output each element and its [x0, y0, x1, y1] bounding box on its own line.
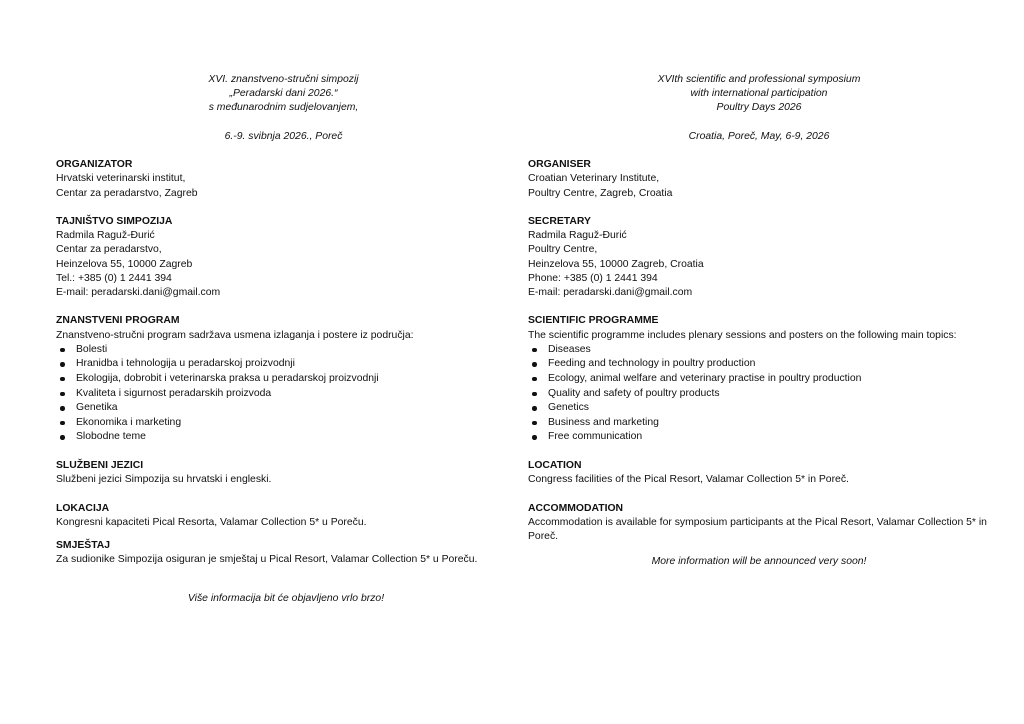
en-program-title: SCIENTIFIC PROGRAMME — [528, 315, 659, 327]
en-header-line: Croatia, Poreč, May, 6-9, 2026 — [688, 130, 830, 142]
list-item — [528, 343, 990, 358]
bullet-icon — [532, 348, 537, 353]
bullet-icon — [532, 377, 537, 382]
hr-location-section — [56, 502, 511, 530]
bullet-icon — [60, 392, 65, 397]
en-secretary-address: Heinzelova 55, 10000 Zagreb, Croatia — [528, 258, 704, 270]
en-location-section — [528, 459, 990, 487]
en-topic-label: Quality and safety of poultry products — [548, 387, 720, 399]
hr-location-title: LOKACIJA — [56, 502, 110, 514]
en-header-line — [528, 116, 990, 130]
hr-secretary-phone: Tel.: +385 (0) 1 2441 394 — [56, 272, 172, 284]
hr-closing-note: Više informacija bit će objavljeno vrlo brzo! — [187, 592, 385, 604]
en-topic-list — [528, 343, 990, 445]
list-item — [56, 416, 511, 431]
bullet-icon — [532, 435, 537, 440]
en-topic-label: Diseases — [548, 343, 591, 355]
hr-header-line: 6.-9. svibnja 2026., Poreč — [224, 130, 343, 142]
croatian-column — [56, 73, 511, 606]
hr-languages-title: SLUŽBENI JEZICI — [56, 460, 144, 472]
en-secretary-name: Radmila Raguž-Đurić — [528, 230, 627, 242]
hr-secretary-title: TAJNIŠTVO SIMPOZIJA — [56, 215, 173, 227]
hr-organizer-line: Centar za peradarstvo, Zagreb — [56, 187, 198, 199]
en-topic-label: Free communication — [548, 431, 643, 443]
hr-program-intro: Znanstveno-stručni program sadržava usmena izlaganja i postere iz područja: — [56, 329, 414, 341]
hr-organizer-line: Hrvatski veterinarski institut, — [56, 173, 186, 185]
bullet-icon — [60, 362, 65, 367]
en-secretary-title: SECRETARY — [528, 215, 591, 227]
en-header — [528, 73, 990, 144]
en-header-line: Poultry Days 2026 — [716, 102, 802, 114]
en-closing-note: More information will be announced very soon! — [651, 556, 867, 568]
hr-program-title: ZNANSTVENI PROGRAM — [56, 315, 180, 327]
bullet-icon — [532, 392, 537, 397]
list-item — [56, 357, 511, 372]
hr-topic-label: Genetika — [76, 402, 118, 414]
hr-organizer-title: ORGANIZATOR — [56, 159, 133, 171]
en-organizer-line: Croatian Veterinary Institute, — [528, 173, 660, 185]
en-organizer-section — [528, 158, 990, 201]
bullet-icon — [532, 362, 537, 367]
hr-header-line — [56, 116, 511, 130]
en-header-line: XVIth scientific and professional symposium — [657, 74, 861, 85]
en-secretary-phone: Phone: +385 (0) 1 2441 394 — [528, 272, 658, 284]
hr-header-line: XVI. znanstveno-stručni simpozij — [208, 74, 359, 85]
list-item — [56, 401, 511, 416]
bullet-icon — [532, 421, 537, 426]
en-organizer-line: Poultry Centre, Zagreb, Croatia — [528, 187, 673, 199]
list-item — [528, 430, 990, 445]
english-column — [528, 73, 990, 570]
hr-topic-label: Hranidba i tehnologija u peradarskoj proizvodnji — [76, 358, 295, 370]
list-item — [528, 357, 990, 372]
list-item — [56, 387, 511, 402]
en-secretary-email: E-mail: peradarski.dani@gmail.com — [528, 287, 693, 298]
hr-accommodation-title: SMJEŠTAJ — [56, 540, 111, 552]
hr-topic-list — [56, 343, 511, 445]
hr-languages-text: Službeni jezici Simpozija su hrvatski i engleski. — [56, 474, 272, 486]
list-item — [528, 387, 990, 402]
hr-header — [56, 73, 511, 144]
hr-topic-label: Kvaliteta i sigurnost peradarskih proizvoda — [76, 387, 272, 399]
en-secretary-institution: Poultry Centre, — [528, 244, 598, 256]
en-secretary-section — [528, 215, 990, 300]
en-accommodation-section — [528, 502, 990, 545]
hr-topic-label: Bolesti — [76, 343, 108, 355]
en-location-text: Congress facilities of the Pical Resort, Valamar Collection 5* in Poreč. — [528, 474, 849, 486]
hr-secretary-address: Heinzelova 55, 10000 Zagreb — [56, 258, 193, 270]
en-accommodation-text: Accommodation is available for symposium participants at the Pical Resort, Valamar Collection 5* in Poreč. — [528, 516, 987, 543]
list-item — [528, 401, 990, 416]
en-topic-label: Ecology, animal welfare and veterinary practise in poultry production — [548, 372, 862, 384]
hr-header-line: s međunarodnim sudjelovanjem, — [208, 102, 359, 114]
en-location-title: LOCATION — [528, 460, 582, 472]
list-item — [56, 372, 511, 387]
hr-program-section — [56, 314, 511, 445]
list-item — [56, 430, 511, 445]
hr-topic-label: Ekonomika i marketing — [76, 416, 182, 428]
hr-header-line: „Peradarski dani 2026.“ — [229, 88, 338, 100]
hr-topic-label: Slobodne teme — [76, 431, 146, 443]
hr-secretary-name: Radmila Raguž-Đurić — [56, 230, 155, 242]
hr-secretary-email: E-mail: peradarski.dani@gmail.com — [56, 287, 221, 298]
hr-secretary-institution: Centar za peradarstvo, — [56, 244, 162, 256]
hr-secretary-section — [56, 215, 511, 300]
en-accommodation-title: ACCOMMODATION — [528, 502, 624, 514]
bullet-icon — [60, 435, 65, 440]
en-organizer-title: ORGANISER — [528, 159, 591, 171]
list-item — [528, 372, 990, 387]
en-topic-label: Feeding and technology in poultry production — [548, 358, 756, 370]
en-topic-label: Genetics — [548, 402, 590, 414]
hr-location-text: Kongresni kapaciteti Pical Resorta, Valamar Collection 5* u Poreču. — [56, 516, 367, 528]
bullet-icon — [60, 406, 65, 411]
en-header-line: with international participation — [690, 88, 828, 100]
list-item — [56, 343, 511, 358]
en-topic-label: Business and marketing — [548, 416, 659, 428]
bullet-icon — [60, 348, 65, 353]
en-program-section — [528, 314, 990, 445]
en-program-intro: The scientific programme includes plenary sessions and posters on the following main topics: — [528, 329, 957, 341]
list-item — [528, 416, 990, 431]
hr-accommodation-text: Za sudionike Simpozija osiguran je smještaj u Pical Resort, Valamar Collection 5* u Poreču. — [56, 554, 478, 566]
hr-accommodation-section — [56, 539, 511, 567]
bullet-icon — [60, 377, 65, 382]
bullet-icon — [60, 421, 65, 426]
hr-organizer-section — [56, 158, 511, 201]
hr-languages-section — [56, 459, 511, 487]
bullet-icon — [532, 406, 537, 411]
hr-topic-label: Ekologija, dobrobit i veterinarska praksa u peradarskoj proizvodnji — [76, 372, 379, 384]
